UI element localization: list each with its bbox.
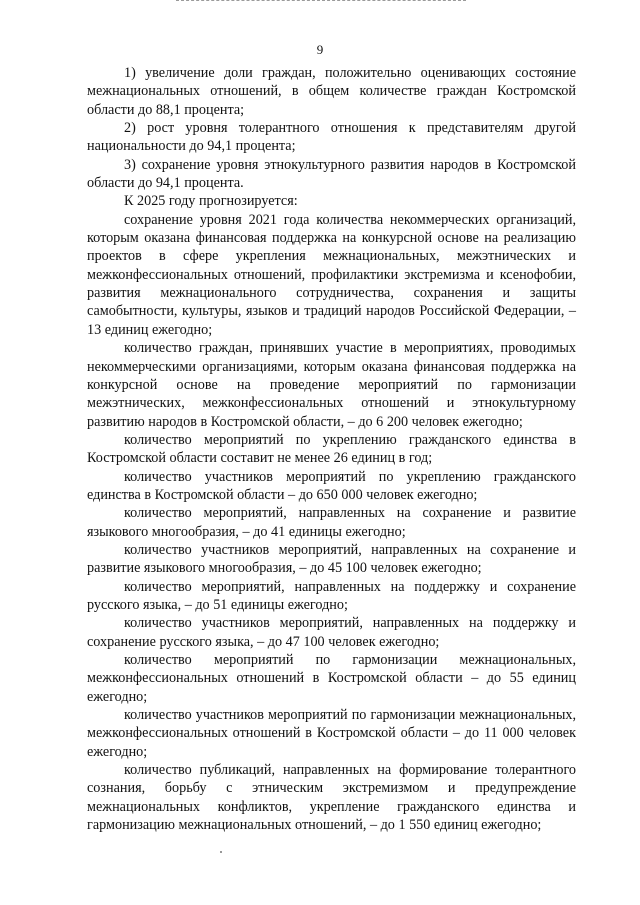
paragraph: количество граждан, принявших участие в мероприятиях, проводимых некоммерческими организациями, которым оказана финансовая поддержка на конкурсной основе на проведение мероприятий по гармонизации межэтнических, межконфессиональных отношений и этнокультурному развитию народов в Костромской области, – до 6 200 человек ежегодно; <box>87 340 576 430</box>
paragraph: количество мероприятий, направленных на поддержку и сохранение русского языка, – до 51 единицы ежегодно; <box>87 578 576 613</box>
document-body <box>87 64 576 834</box>
paragraph: 1) увеличение доли граждан, положительно оценивающих состояние межнациональных отношений, в общем количестве граждан Костромской области до 88,1 процента; <box>87 65 576 118</box>
paragraph: 3) сохранение уровня этнокультурного развития народов в Костромской области до 94,1 процента. <box>87 156 576 192</box>
paragraph: 2) рост уровня толерантного отношения к представителям другой национальности до 94,1 процента; <box>87 120 576 155</box>
paragraph: количество участников мероприятий, направленных на поддержку и сохранение русского языка, – до 47 100 человек ежегодно; <box>87 615 576 650</box>
page-number: 9 <box>316 42 324 57</box>
paragraph: сохранение уровня 2021 года количества некоммерческих организаций, которым оказана финансовая поддержка на конкурсной основе на реализацию проектов в сфере укрепления межнациональных, межэтнических и межконфессиональных отношений, профилактики экстремизма и ксенофобии, развития межнационального сотрудничества, сохранения и защиты самобытности, культуры, языков и традиций народов Российской Федерации, – 13 единиц ежегодно; <box>87 211 576 338</box>
scan-speck <box>220 851 222 853</box>
paragraph: количество мероприятий по гармонизации межнациональных, межконфессиональных отношений в Костромской области – до 55 единиц ежегодно; <box>87 652 576 705</box>
paragraph: количество участников мероприятий по гармонизации межнациональных, межконфессиональных отношений в Костромской области – до 11 000 человек ежегодно; <box>87 707 576 760</box>
scan-edge-mark <box>176 0 466 3</box>
paragraph: количество участников мероприятий по укреплению гражданского единства в Костромской области – до 650 000 человек ежегодно; <box>87 468 576 503</box>
paragraph: количество мероприятий по укреплению гражданского единства в Костромской области составит не менее 26 единиц в год; <box>87 431 576 467</box>
paragraph: количество участников мероприятий, направленных на сохранение и развитие языкового многообразия, – до 45 100 человек ежегодно; <box>87 541 576 577</box>
paragraph: количество мероприятий, направленных на сохранение и развитие языкового многообразия, – до 41 единицы ежегодно; <box>87 505 576 540</box>
paragraph: К 2025 году прогнозируется: <box>124 193 298 210</box>
paragraph: количество публикаций, направленных на формирование толерантного сознания, борьбу с этническим экстремизмом и предупреждение межнациональных конфликтов, укрепление гражданского единства и гармонизацию межнациональных отношений, – до 1 550 единиц ежегодно; <box>87 762 576 834</box>
